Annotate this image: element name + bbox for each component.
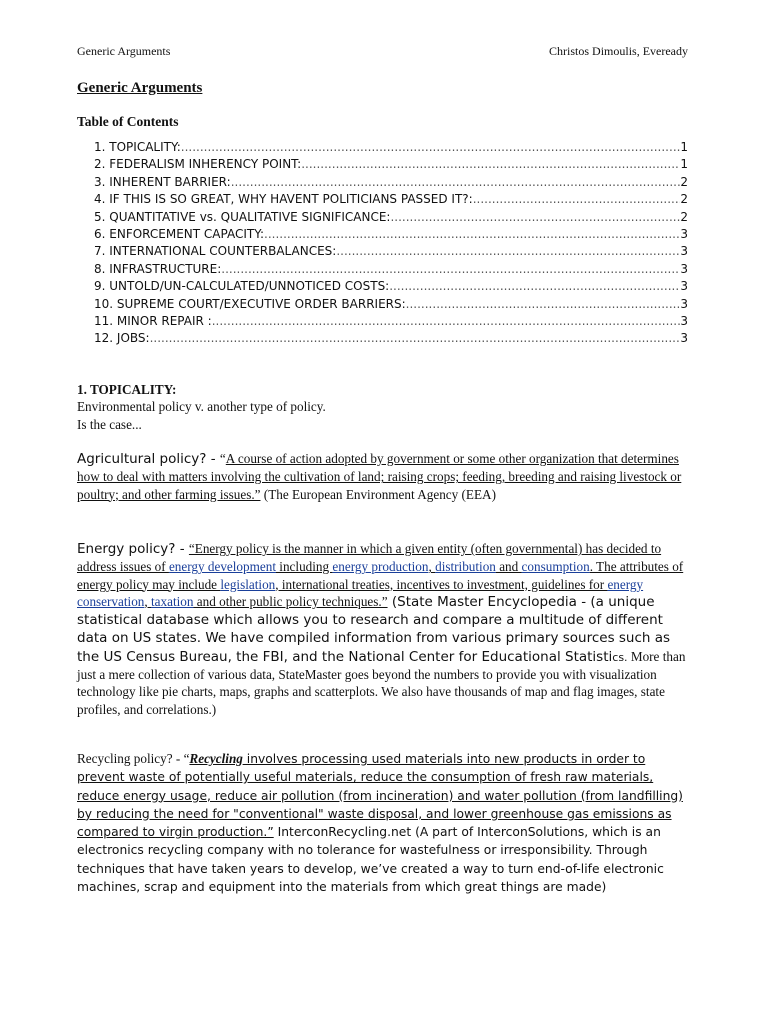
distribution-link[interactable]: distribution: [435, 559, 496, 575]
page-header: [77, 44, 688, 59]
agricultural-label: Agricultural policy? -: [77, 451, 220, 467]
toc-leader: [264, 226, 680, 243]
agricultural-open-quote: “: [219, 451, 226, 466]
toc-entry-page: 3: [680, 279, 688, 294]
energy-policy-paragraph: [77, 540, 691, 718]
energy-source-serif: More than just a mere collection of various data, StateMaster goes beyond the numbers to provide you with visualization technology like pie charts, maps, graphs and scatterplots. We also have thousands of map and flag images, state profiles, and correlations.): [77, 648, 686, 717]
toc-entry[interactable]: [94, 226, 688, 243]
header-right: Christos Dimoulis, Eveready: [549, 44, 688, 58]
toc-entry-label: 10. SUPREME COURT/EXECUTIVE ORDER BARRIERS:: [94, 296, 406, 311]
agricultural-policy-paragraph: [77, 450, 691, 503]
toc-entry-page: 3: [680, 313, 688, 328]
legislation-link[interactable]: legislation: [220, 576, 276, 592]
toc-entry-label: 12. JOBS:: [94, 331, 150, 346]
toc-leader: [181, 139, 681, 156]
recycling-label: Recycling policy? -: [77, 751, 184, 766]
recycling-policy-paragraph: [77, 750, 691, 896]
consumption-link[interactable]: consumption: [521, 559, 590, 575]
agricultural-quote: A course of action adopted by government or some other organization that determines how to deal with matters involving the cultivation of land; raising crops; feeding, breeding and raising livestock or poultry; and other farming issues.”: [77, 451, 682, 502]
toc-entry[interactable]: [94, 209, 688, 226]
energy-development-link[interactable]: energy development: [168, 559, 276, 575]
recycling-term: Recycling: [189, 751, 243, 766]
toc-entry-label: 3. INHERENT BARRIER:: [94, 174, 231, 189]
toc-entry-label: 2. FEDERALISM INHERENCY POINT:: [94, 157, 302, 172]
toc-entry[interactable]: [94, 330, 688, 347]
toc-leader: [336, 243, 680, 260]
toc-entry[interactable]: [94, 174, 688, 191]
energy-source-sans-small: cs.: [612, 650, 628, 664]
toc-entry-page: 2: [680, 174, 688, 189]
toc-leader: [390, 209, 680, 226]
toc-entry[interactable]: [94, 313, 688, 330]
toc-leader: [301, 156, 680, 173]
taxation-link[interactable]: taxation: [150, 593, 194, 609]
toc-leader: [389, 278, 680, 295]
section-line: Environmental policy v. another type of policy.: [77, 399, 326, 415]
toc-entry-label: 6. ENFORCEMENT CAPACITY:: [94, 226, 265, 241]
toc-entry-page: 2: [680, 192, 688, 207]
recycling-quote: involves processing used materials into new products in order to prevent waste of potentially useful materials, reduce the consumption of fresh raw materials, reduce energy usage, reduce air pollution (from incineration) and water pollution (from landfilling) by reducing the need for "conventional" waste disposal, and lower greenhouse gas emissions as compared to virgin production.”: [77, 752, 683, 840]
toc-entry-page: 3: [680, 296, 688, 311]
toc-leader: [406, 296, 681, 313]
toc-leader: [221, 261, 680, 278]
section-topicality: [77, 381, 691, 433]
toc-entry-page: 3: [680, 244, 688, 259]
energy-source-sans: (State Master Encyclopedia - (a unique statistical database which allows you to research and compare a multitude of different data on US states. We have compiled information from various primary sources such as the US Census Bureau, the FBI, and the National Center for Educational Statisti: [77, 593, 671, 665]
toc-leader: [473, 191, 681, 208]
section-heading: 1. TOPICALITY:: [77, 382, 177, 397]
toc-heading: Table of Contents: [77, 114, 179, 129]
toc-entry[interactable]: [94, 156, 688, 173]
energy-quote-part: ,: [144, 593, 151, 609]
toc-entry-label: 11. MINOR REPAIR :: [94, 313, 212, 328]
energy-label: Energy policy? -: [77, 541, 189, 557]
toc-entry-page: 3: [680, 331, 688, 346]
energy-quote-part: . The attributes of energy policy may include: [77, 559, 684, 592]
toc-entry-label: 9. UNTOLD/UN-CALCULATED/UNNOTICED COSTS:: [94, 279, 390, 294]
toc-entry[interactable]: [94, 243, 688, 260]
toc-leader: [212, 313, 681, 330]
toc-entry-page: 3: [680, 226, 688, 241]
energy-conservation-link[interactable]: energy conservation: [77, 576, 644, 609]
toc-entry-page: 3: [680, 261, 688, 276]
section-line: Is the case...: [77, 416, 142, 432]
toc-entry[interactable]: [94, 278, 688, 295]
toc-entry-label: 4. IF THIS IS SO GREAT, WHY HAVENT POLITICIANS PASSED IT?:: [94, 192, 473, 207]
recycling-source: InterconRecycling.net (A part of InterconSolutions, which is an electronics recycling company with no tolerance for wastefulness or irresponsibility. Through techniques that have taken years to develop, we’ve created a way to turn end-of-life electronic machines, scrap and equipment into the materials from which great things are made): [77, 825, 664, 895]
toc-entry[interactable]: [94, 296, 688, 313]
toc-entry-label: 8. INFRASTRUCTURE:: [94, 261, 222, 276]
toc-entry-page: 1: [680, 140, 688, 154]
energy-quote-part: including: [276, 559, 333, 575]
energy-production-link[interactable]: energy production: [332, 559, 429, 575]
energy-quote-part: and other public policy techniques.”: [193, 593, 388, 609]
toc-entry-label: 1. TOPICALITY:: [94, 140, 181, 154]
document-title: Generic Arguments: [77, 80, 203, 96]
energy-quote-part: , international treaties, incentives to investment, guidelines for: [275, 576, 608, 592]
toc-leader: [150, 330, 681, 347]
toc-entry-page: 2: [680, 209, 688, 224]
recycling-open-quote: “: [183, 751, 190, 766]
toc-entry[interactable]: [94, 261, 688, 278]
toc-entry[interactable]: [94, 191, 688, 208]
agricultural-source: (The European Environment Agency (EEA): [260, 486, 496, 502]
toc-entry-label: 7. INTERNATIONAL COUNTERBALANCES:: [94, 244, 337, 259]
energy-quote-part: and: [495, 559, 522, 575]
toc-entry-label: 5. QUANTITATIVE vs. QUALITATIVE SIGNIFICANCE:: [94, 209, 391, 224]
toc-entry-page: 1: [680, 157, 688, 172]
toc-entry[interactable]: [94, 139, 688, 156]
energy-quote-part: ,: [428, 559, 436, 575]
toc-leader: [231, 174, 681, 191]
header-left: Generic Arguments: [77, 44, 171, 58]
energy-quote-part: “Energy policy is the manner in which a given entity (often governmental) has decided to address issues of: [77, 541, 662, 575]
table-of-contents: [94, 139, 688, 348]
